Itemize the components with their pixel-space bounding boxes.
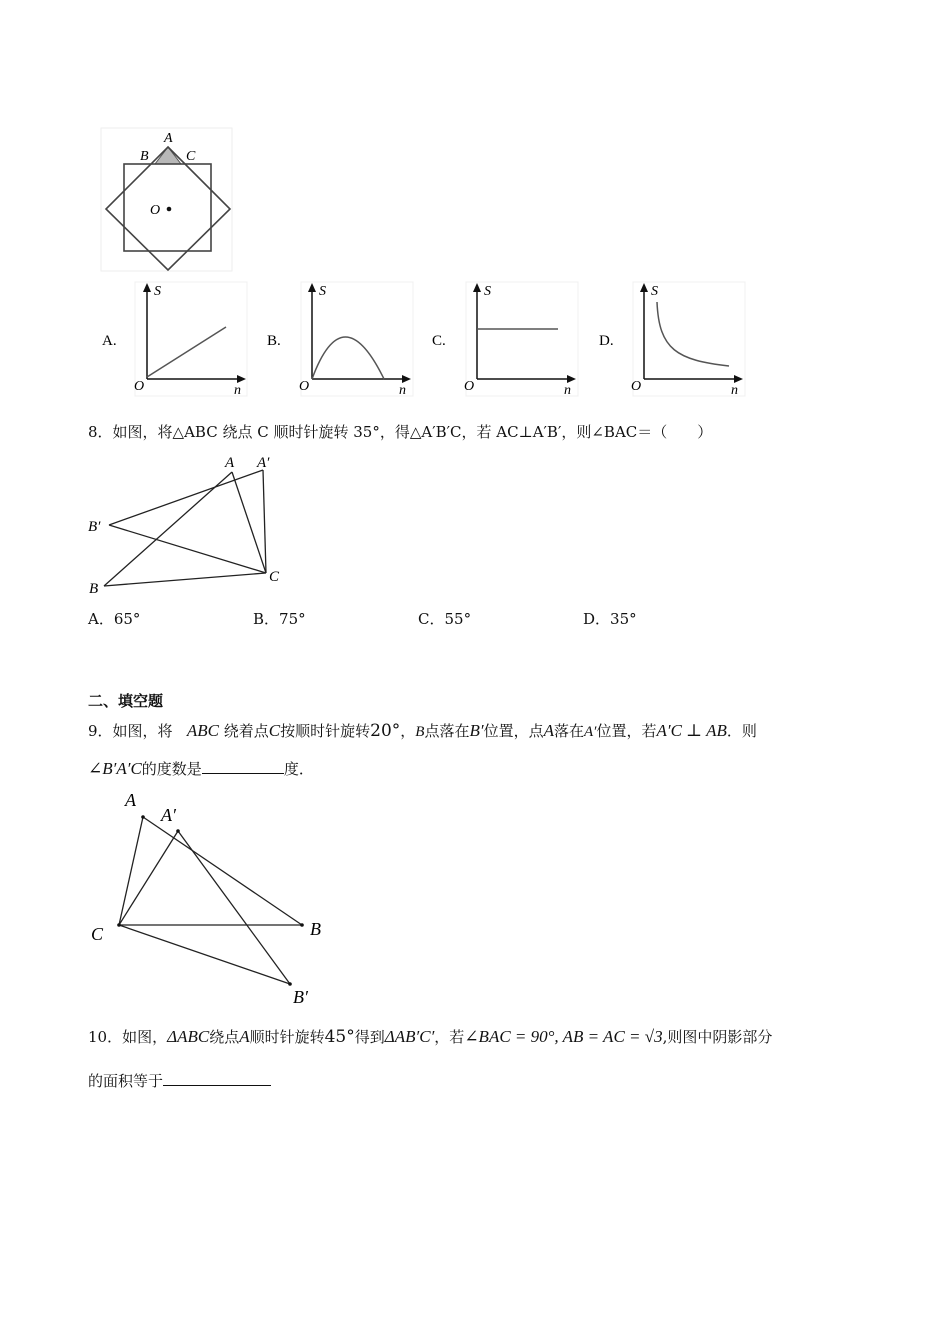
label-c: C — [91, 924, 104, 944]
math-triangle-abc: ΔABC — [167, 1027, 210, 1046]
y-arrow — [308, 283, 316, 292]
q8-choice-d[interactable]: D．35° — [583, 610, 637, 628]
section-title: 二、填空题 — [88, 692, 164, 710]
option-letter: A. — [102, 333, 117, 349]
label-c: C — [186, 149, 196, 164]
label-c: C — [269, 569, 280, 585]
q9-line1 — [88, 721, 757, 742]
x-arrow — [402, 375, 411, 383]
text: ，若 — [434, 1028, 465, 1046]
axis-n: n — [564, 383, 571, 398]
x-arrow — [567, 375, 576, 383]
segment-b2c — [119, 925, 290, 984]
curve-line — [147, 327, 226, 377]
label-a: A — [125, 790, 136, 810]
text: 顺时针旋转 — [249, 1028, 325, 1046]
text: ,则图中阴影部分 — [662, 1028, 773, 1046]
q8-choice-b[interactable]: B．75° — [253, 610, 306, 628]
segment-a2c — [263, 470, 266, 573]
label-a-prime: A′ — [257, 455, 270, 471]
option-graph-d — [597, 280, 747, 398]
text: 点落在 — [424, 722, 470, 740]
math-a: A — [543, 721, 554, 740]
q8-choice-a[interactable]: A．65° — [88, 610, 141, 628]
text: 按顺时针旋转 — [280, 722, 371, 740]
label-a: A — [164, 131, 173, 146]
axis-o: O — [299, 379, 310, 394]
math-a: A — [239, 1027, 250, 1046]
y-arrow — [640, 283, 648, 292]
graph-a-svg — [100, 280, 250, 398]
axis-o: O — [134, 379, 145, 394]
label-b-prime: B′ — [293, 987, 308, 1007]
math-triangle-ab2c2: ΔAB′C′ — [384, 1027, 435, 1046]
point-c — [117, 923, 121, 927]
x-arrow — [734, 375, 743, 383]
text: 9．如图，将 — [88, 722, 173, 740]
axis-n: n — [234, 383, 241, 398]
graph-d-svg — [597, 280, 747, 398]
axis-s: S — [319, 284, 326, 299]
text: ， — [400, 722, 416, 740]
segment-a2c — [119, 831, 178, 925]
option-letter: D. — [599, 333, 614, 349]
segment-ac — [232, 472, 266, 573]
point-b — [300, 923, 304, 927]
y-arrow — [473, 283, 481, 292]
q10-line2 — [88, 1071, 271, 1091]
text: 的度数是 — [141, 760, 202, 778]
option-letter: B. — [267, 333, 281, 349]
q9-line2 — [88, 759, 314, 779]
text: 10．如图， — [88, 1028, 168, 1046]
graph-c-svg — [430, 280, 580, 398]
label-b: B — [140, 149, 149, 164]
option-letter: C. — [432, 333, 446, 349]
text: 位置，若 — [596, 722, 657, 740]
option-graph-a — [100, 280, 250, 398]
option-graph-c — [430, 280, 580, 398]
label-o: O — [150, 203, 161, 218]
text: 位置，点 — [483, 722, 544, 740]
segment-bc — [104, 573, 266, 586]
q8-triangle-figure — [85, 450, 295, 600]
label-a: A — [225, 455, 235, 471]
q7-squares-figure — [100, 125, 235, 275]
math-deg: 20° — [370, 721, 401, 741]
center-point-o — [167, 207, 172, 212]
label-b: B — [310, 919, 321, 939]
axis-o: O — [464, 379, 475, 394]
label-b: B — [89, 581, 99, 597]
math-condition: ∠BAC = 90°, AB = AC = √3 — [464, 1027, 663, 1046]
point-a-prime — [176, 829, 180, 833]
axis-s: S — [154, 284, 161, 299]
y-arrow — [143, 283, 151, 292]
point-b-prime — [288, 982, 292, 986]
math-angle: ∠B′A′C — [88, 759, 142, 778]
q8-choice-c[interactable]: C．55° — [418, 610, 472, 628]
text: 绕点 — [209, 1028, 240, 1046]
math-c: C — [268, 721, 281, 740]
segment-a2b2 — [178, 831, 290, 984]
text: 度． — [283, 760, 314, 778]
segment-ab — [143, 817, 302, 925]
math-a-prime: A′ — [584, 724, 597, 740]
point-a — [141, 815, 145, 819]
math-deg: 45° — [324, 1027, 355, 1047]
x-arrow — [237, 375, 246, 383]
label-a-prime: A′ — [161, 805, 176, 825]
text: 的面积等于 — [88, 1072, 164, 1090]
axis-s: S — [484, 284, 491, 299]
answer-blank[interactable] — [202, 759, 284, 774]
q10-line1 — [88, 1027, 772, 1047]
math-condition: A′C ⊥ AB — [656, 721, 727, 740]
text: 得到 — [354, 1028, 385, 1046]
q9-triangle-figure — [85, 785, 335, 1010]
axis-n: n — [399, 383, 406, 398]
axis-o: O — [631, 379, 642, 394]
text: 落在 — [553, 722, 584, 740]
math-b: B — [415, 724, 425, 740]
answer-blank[interactable] — [163, 1071, 271, 1086]
graph-b-svg — [265, 280, 415, 398]
q8-stem: 8．如图，将△ABC 绕点 C 顺时针旋转 35°，得△A′B′C，若 AC⊥A′B′，则∠BAC＝（ ） — [88, 423, 713, 441]
option-graph-b — [265, 280, 415, 398]
curve-decreasing — [657, 302, 729, 366]
label-b-prime: B′ — [88, 519, 101, 535]
segment-ac — [119, 817, 143, 925]
axis-s: S — [651, 284, 658, 299]
text: ．则 — [726, 722, 757, 740]
text: 绕着点 — [223, 722, 269, 740]
axis-n: n — [731, 383, 738, 398]
curve-arch — [312, 337, 384, 379]
math-b-prime: B′ — [469, 721, 484, 740]
segment-b2c — [109, 525, 266, 573]
math-abc: ABC — [186, 721, 219, 740]
